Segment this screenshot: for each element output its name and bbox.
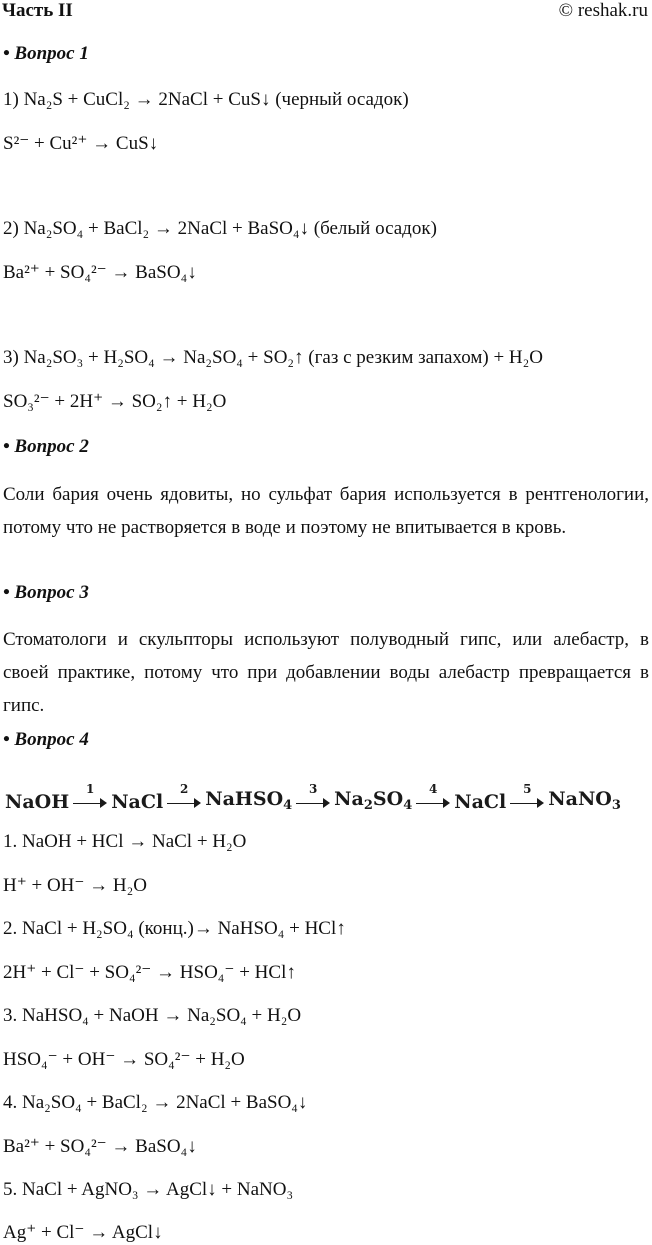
scheme-compound-na2so4: $Na_2SO_4$: [334, 788, 413, 813]
q1-equation-2: 2) Na₂SO₄ + BaCl₂ → 2NaCl + BaSO₄↓ (белый осадок): [3, 218, 437, 239]
q4-line-1: 1. NaOH + HCl → NaCl + H₂O: [3, 831, 247, 852]
q4-line-5: 3. NaHSO₄ + NaOH → Na₂SO₄ + H₂O: [3, 1005, 302, 1026]
scheme-arrow-3: [296, 783, 330, 813]
part-title: Часть II: [2, 0, 73, 21]
arrow-right-icon: [537, 798, 544, 808]
q4-line-2: H⁺ + OH⁻ → H₂O: [3, 875, 148, 896]
q1-ionic-2: Ba²⁺ + SO₄²⁻ → BaSO₄↓: [3, 262, 197, 283]
scheme-compound-nacl-2: NaCl: [454, 791, 507, 813]
scheme-compound-naoh: NaOH: [5, 791, 70, 813]
scheme-arrow-1: [73, 783, 107, 813]
question-1-heading: • Вопрос 1: [3, 43, 89, 64]
q4-line-4: 2H⁺ + Cl⁻ + SO₄²⁻ → HSO₄⁻ + HCl↑: [3, 962, 296, 983]
arrow-number-3: 3: [308, 782, 318, 796]
transformation-scheme: [4, 777, 648, 813]
question-2-heading: • Вопрос 2: [3, 436, 89, 457]
arrow-number-1: 1: [86, 782, 95, 796]
scheme-compound-nacl: NaCl: [111, 791, 164, 813]
arrow-number-5: 5: [523, 782, 532, 796]
arrow-right-icon: [194, 798, 201, 808]
scheme-compound-nahso4: NaHSO$_4$: [205, 788, 293, 813]
scheme-compound-nano3: NaNO$_3$: [548, 788, 621, 813]
copyright-link[interactable]: © reshak.ru: [558, 0, 648, 21]
scheme-arrow-4: [416, 783, 450, 813]
q4-line-8: Ba²⁺ + SO₄²⁻ → BaSO₄↓: [3, 1136, 197, 1157]
q4-line-3: 2. NaCl + H₂SO₄ (конц.)→ NaHSO₄ + HCl↑: [3, 918, 346, 939]
question-3-heading: • Вопрос 3: [3, 582, 89, 603]
question-4-heading: • Вопрос 4: [3, 729, 89, 750]
q4-line-9: 5. NaCl + AgNO₃ → AgCl↓ + NaNO₃: [3, 1179, 294, 1200]
q4-line-7: 4. Na₂SO₄ + BaCl₂ → 2NaCl + BaSO₄↓: [3, 1092, 308, 1113]
q4-line-10: Ag⁺ + Cl⁻ → AgCl↓: [3, 1222, 163, 1243]
q1-equation-1: 1) Na₂S + CuCl₂ → 2NaCl + CuS↓ (черный осадок): [3, 89, 409, 110]
q2-answer-text: Соли бария очень ядовиты, но сульфат бария используется в рентгенологии, потому что не растворяется в воде и поэтому не впитывается в кровь.: [3, 484, 649, 538]
q1-equation-3: 3) Na₂SO₃ + H₂SO₄ → Na₂SO₄ + SO₂↑ (газ с резким запахом) + H₂O: [3, 347, 543, 368]
arrow-right-icon: [443, 798, 450, 808]
scheme-arrow-2: [167, 783, 201, 813]
scheme-arrow-5: [510, 783, 544, 813]
q1-ionic-3: SO₃²⁻ + 2H⁺ → SO₂↑ + H₂O: [3, 391, 227, 412]
q3-answer-text: Стоматологи и скульпторы используют полуводный гипс, или алебастр, в своей практике, потому что при добавлении воды алебастр превращается в гипс.: [3, 629, 649, 716]
page-header: [0, 0, 652, 26]
arrow-number-4: 4: [429, 782, 438, 796]
arrow-right-icon: [100, 798, 107, 808]
q4-line-6: HSO₄⁻ + OH⁻ → SO₄²⁻ + H₂O: [3, 1049, 245, 1070]
arrow-number-2: 2: [180, 782, 189, 796]
arrow-right-icon: [323, 798, 330, 808]
q1-ionic-1: S²⁻ + Cu²⁺ → CuS↓: [3, 133, 159, 154]
